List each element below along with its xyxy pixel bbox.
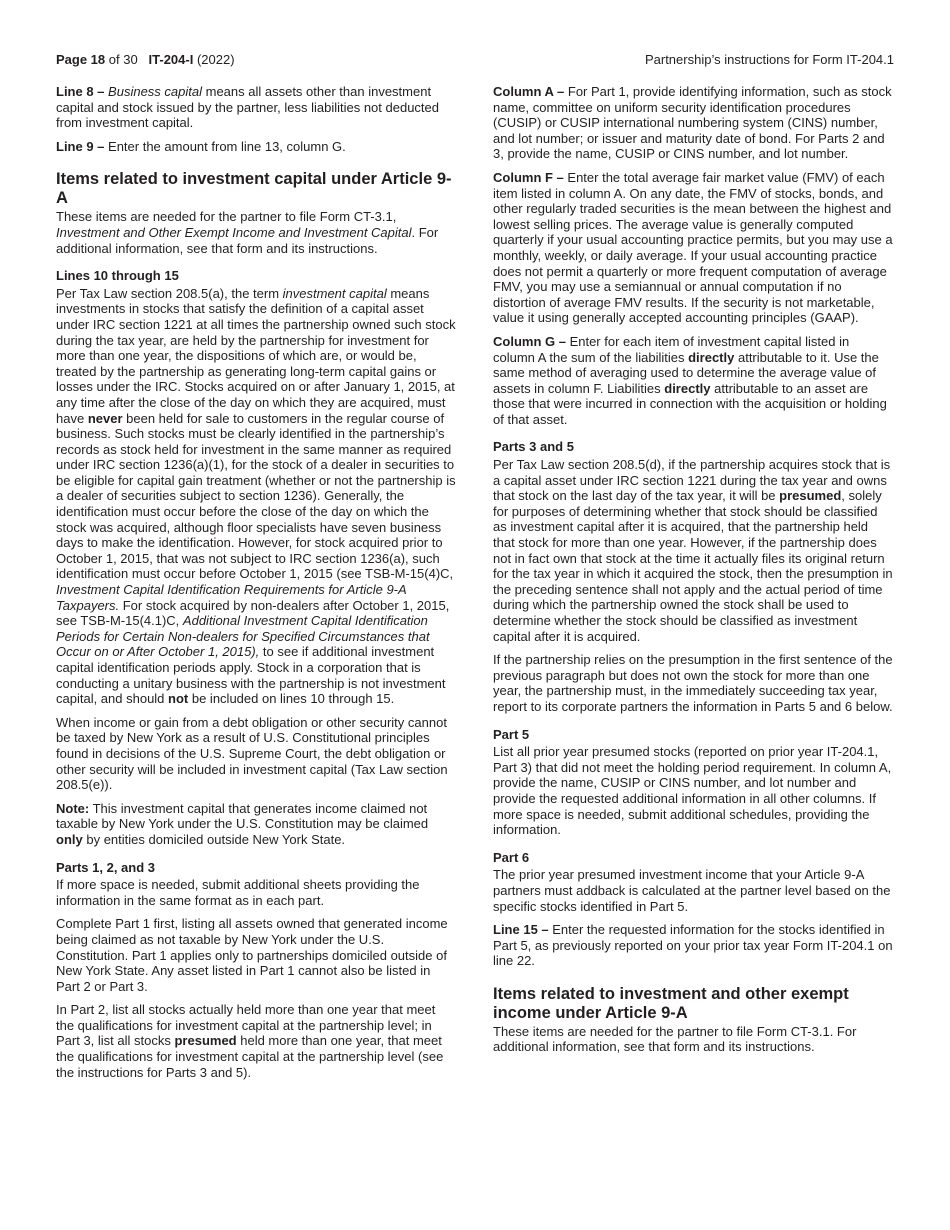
part-6-paragraph: The prior year presumed investment income that your Article 9-A partners must addback is calculated at the partner level based on the specific stocks identified in Part 5. <box>493 867 891 914</box>
exempt-income-heading: Items related to investment and other exempt income under Article 9-A <box>493 984 849 1022</box>
text-run: In Part 2, list all stocks actually held more than one year that meet the qualifications for investment capital at the partnership level; in Part 3, list all stocks <box>56 1002 436 1049</box>
tsb-title-italic: Additional Investment Capital Identification Periods for Certain Non-dealers for Specified Circumstances that Occur on or After October 1, 2015), <box>56 613 430 660</box>
column-a-label: Column A – <box>493 84 565 99</box>
left-column <box>56 84 456 1088</box>
page-number: Page 18 <box>56 52 106 67</box>
column-g-paragraph <box>493 334 893 428</box>
header-left <box>56 52 235 68</box>
line-9-paragraph <box>56 139 456 155</box>
line-8-label: Line 8 – <box>56 84 105 99</box>
form-year: (2022) <box>193 52 235 67</box>
tsb-title-italic: Investment Capital Identification Requirements for Article 9-A Taxpayers. <box>56 582 407 613</box>
parts-3-5-paragraph-2: If the partnership relies on the presumption in the first sentence of the previous paragraph but does not own the stock for more than one year, the partnership must, in the immediately succeeding tax year, report to its corporate partners the information in Parts 5 and 6 below. <box>493 652 893 714</box>
parts-1-2-3-heading: Parts 1, 2, and 3 <box>56 859 155 875</box>
text-run: , solely for purposes of determining whether that stock should be classified as investment capital after it is acquired, that the partnership held that stock for more than one year. However, if the partnership does not in fact own that stock at the time it actually files its original return for the tax year in which it acquired the stock, then the presumption in the preceding sentence shall not apply and the actual period of time during which the partnership owned the stock shall be used to determine whether the stock should be classified as investment capital after it is acquired. <box>493 488 893 644</box>
line-8-paragraph <box>56 84 456 131</box>
line-15-text: Enter the requested information for the stocks identified in Part 5, as previously reported on your prior tax year Form IT-204.1 on line 22. <box>493 922 893 969</box>
text-run: This investment capital that generates income claimed not taxable by New York under the U.S. Constitution may be claimed <box>56 800 429 832</box>
parts-1-2-3-paragraph-2: Complete Part 1 first, listing all assets owned that generated income being claimed as not taxable by New York under the U.S. Constitution. Part 1 applies only to partnerships domiciled outside of New York State. Any asset listed in Part 1 cannot also be listed in Part 2 or Part 3. <box>56 916 448 994</box>
only-emphasis: only <box>56 831 83 847</box>
column-a-text: For Part 1, provide identifying information, such as stock name, committee on uniform security identification procedures (CUSIP) or CUSIP international numbering system (CINS) number, and lot number; or issuer and maturity date of bond. For Parts 2 and 3, provide the name, CUSIP or CINS number, and lot number. <box>493 84 892 162</box>
presumed-emphasis: presumed <box>174 1033 237 1049</box>
line-9-label: Line 9 – <box>56 138 105 154</box>
text-run: been held for sale to customers in the regular course of business. Such stocks must be clearly identified in the partnership’s records as stock held for investment in the same manner as required under IRC section 1236(a)(1), for the stock of a dealer in securities to be eligible for capital gain treatment (whether or not the partnership is a dealer of securities subject to section 1236). Generally, the identification must occur before the close of the day on which the stock was acquired, although floor specialists have seven business days to make the identification. However, for stock acquired prior to October 1, 2015, that was not subject to IRC section 1236(a), such identification must occur before October 1, 2015 (see TSB-M-15(4)C, <box>56 410 456 582</box>
text-run: . For additional information, see that form and its instructions. <box>56 224 439 256</box>
parts-1-2-3-paragraph-1: If more space is needed, submit additional sheets providing the information in the same format as in each part. <box>56 877 420 908</box>
page-count: of 30 <box>105 52 138 67</box>
column-a-paragraph <box>493 84 893 162</box>
text-run: These items are needed for the partner to file Form CT-3.1, <box>56 209 397 225</box>
line-15-label: Line 15 – <box>493 922 549 938</box>
column-f-text: Enter the total average fair market value (FMV) of each item listed in column A. On any date, the FMV of stocks, bonds, and other regularly traded securities is the mean between the highest and lowest selling prices. The average value is generally computed quarterly if your usual accounting practice permits, but you may use a monthly, weekly, or daily average. If your usual accounting practice does not permit a quarterly or more frequent computation of average FMV, you may use a semiannual or annual computation if no distortion of average FMV results. If the security is not marketable, value it using generally accepted accounting principles (GAAP). <box>493 169 893 326</box>
business-capital-term: Business capital <box>108 84 202 99</box>
investment-capital-heading: Items related to investment capital under Article 9-A <box>56 170 452 208</box>
not-emphasis: not <box>168 691 189 707</box>
debt-obligation-paragraph: When income or gain from a debt obligation or other security cannot be taxed by New York as a result of U.S. Constitutional principles found in decisions of the U.S. Supreme Court, the debt obligation or other security will be included in investment capital (Tax Law section 208.5(e)). <box>56 714 448 793</box>
text-run: attributable to it. Use the same method of averaging used to determine the average value of assets in column F. Liabilities <box>493 349 879 396</box>
column-f-label: Column F – <box>493 169 564 185</box>
page-header <box>56 52 894 68</box>
line-8-text: means all assets other than investment capital and stock issued by the partner, less liabilities not deducted from investment capital. <box>56 84 440 131</box>
note-paragraph <box>56 801 456 848</box>
presumed-emphasis: presumed <box>779 488 842 504</box>
text-run: by entities domiciled outside New York State. <box>82 831 346 847</box>
part-5-heading: Part 5 <box>493 726 530 742</box>
line-15-paragraph <box>493 922 893 969</box>
text-run: Enter for each item of investment capital listed in column A the sum of the liabilities <box>493 333 850 365</box>
parts-3-5-paragraph-1 <box>493 457 893 644</box>
lines-10-15-paragraph <box>56 286 456 707</box>
never-emphasis: never <box>87 410 123 426</box>
text-run: to see if additional investment capital identification periods apply. Stock in a corporation that is conducting a unitary business with the partnership is not investment capital, and should <box>56 644 446 707</box>
directly-emphasis: directly <box>688 349 735 365</box>
text-run: held more than one year, that meet the qualifications for investment capital at the partnership level (see the instructions for Parts 3 and 5). <box>56 1033 444 1080</box>
directly-emphasis: directly <box>664 380 711 396</box>
text-run: means investments in stocks that satisfy the definition of a capital asset under IRC section 1221 at all times the partnership owned such stock during the tax year, are held by the partnership for investment for more than one year, the dispositions of which are, or would be, treated by the partnership as generating long-term capital gains or losses under the IRC. Stocks acquired on or after January 1, 2015, at any time after the close of the day on which they are acquired, must have <box>56 285 456 426</box>
text-run: Per Tax Law section 208.5(a), the term <box>56 285 283 301</box>
form-title-italic: Investment and Other Exempt Income and Investment Capital <box>56 224 412 240</box>
column-g-label: Column G – <box>493 333 566 349</box>
column-f-paragraph <box>493 170 893 326</box>
text-run: For stock acquired by non-dealers after October 1, 2015, see TSB-M-15(4.1)C, <box>56 597 450 629</box>
header-right-title: Partnership’s instructions for Form IT-204.1 <box>644 52 894 67</box>
form-id: IT-204-I <box>148 52 194 67</box>
text-run: be included on lines 10 through 15. <box>188 691 395 707</box>
line-9-text: Enter the amount from line 13, column G. <box>104 138 346 154</box>
text-run: attributable to an asset are those that were incurred in connection with the acquisition or holding of that asset. <box>493 380 887 427</box>
note-label: Note: <box>56 800 90 816</box>
parts-1-2-3-paragraph-3 <box>56 1002 456 1080</box>
exempt-income-paragraph: These items are needed for the partner to file Form CT-3.1. For additional information, see that form and its instructions. <box>493 1023 857 1055</box>
text-run: Per Tax Law section 208.5(d), if the partnership acquires stock that is a capital asset under IRC section 1221 during the tax year and owns that stock on the last day of the tax year, it will be <box>493 457 891 504</box>
lines-10-15-heading: Lines 10 through 15 <box>56 268 179 284</box>
part-6-heading: Part 6 <box>493 849 530 865</box>
right-column <box>493 84 893 1063</box>
parts-3-5-heading: Parts 3 and 5 <box>493 439 574 455</box>
part-5-paragraph: List all prior year presumed stocks (reported on prior year IT-204.1, Part 3) that did not meet the holding period requirement. In column A, provide the name, CUSIP or CINS number, and lot number and provide the requested additional information in all other columns. If more space is needed, submit additional schedules, providing the information. <box>493 744 892 838</box>
investment-capital-term: investment capital <box>282 285 387 301</box>
investment-capital-intro <box>56 209 456 256</box>
